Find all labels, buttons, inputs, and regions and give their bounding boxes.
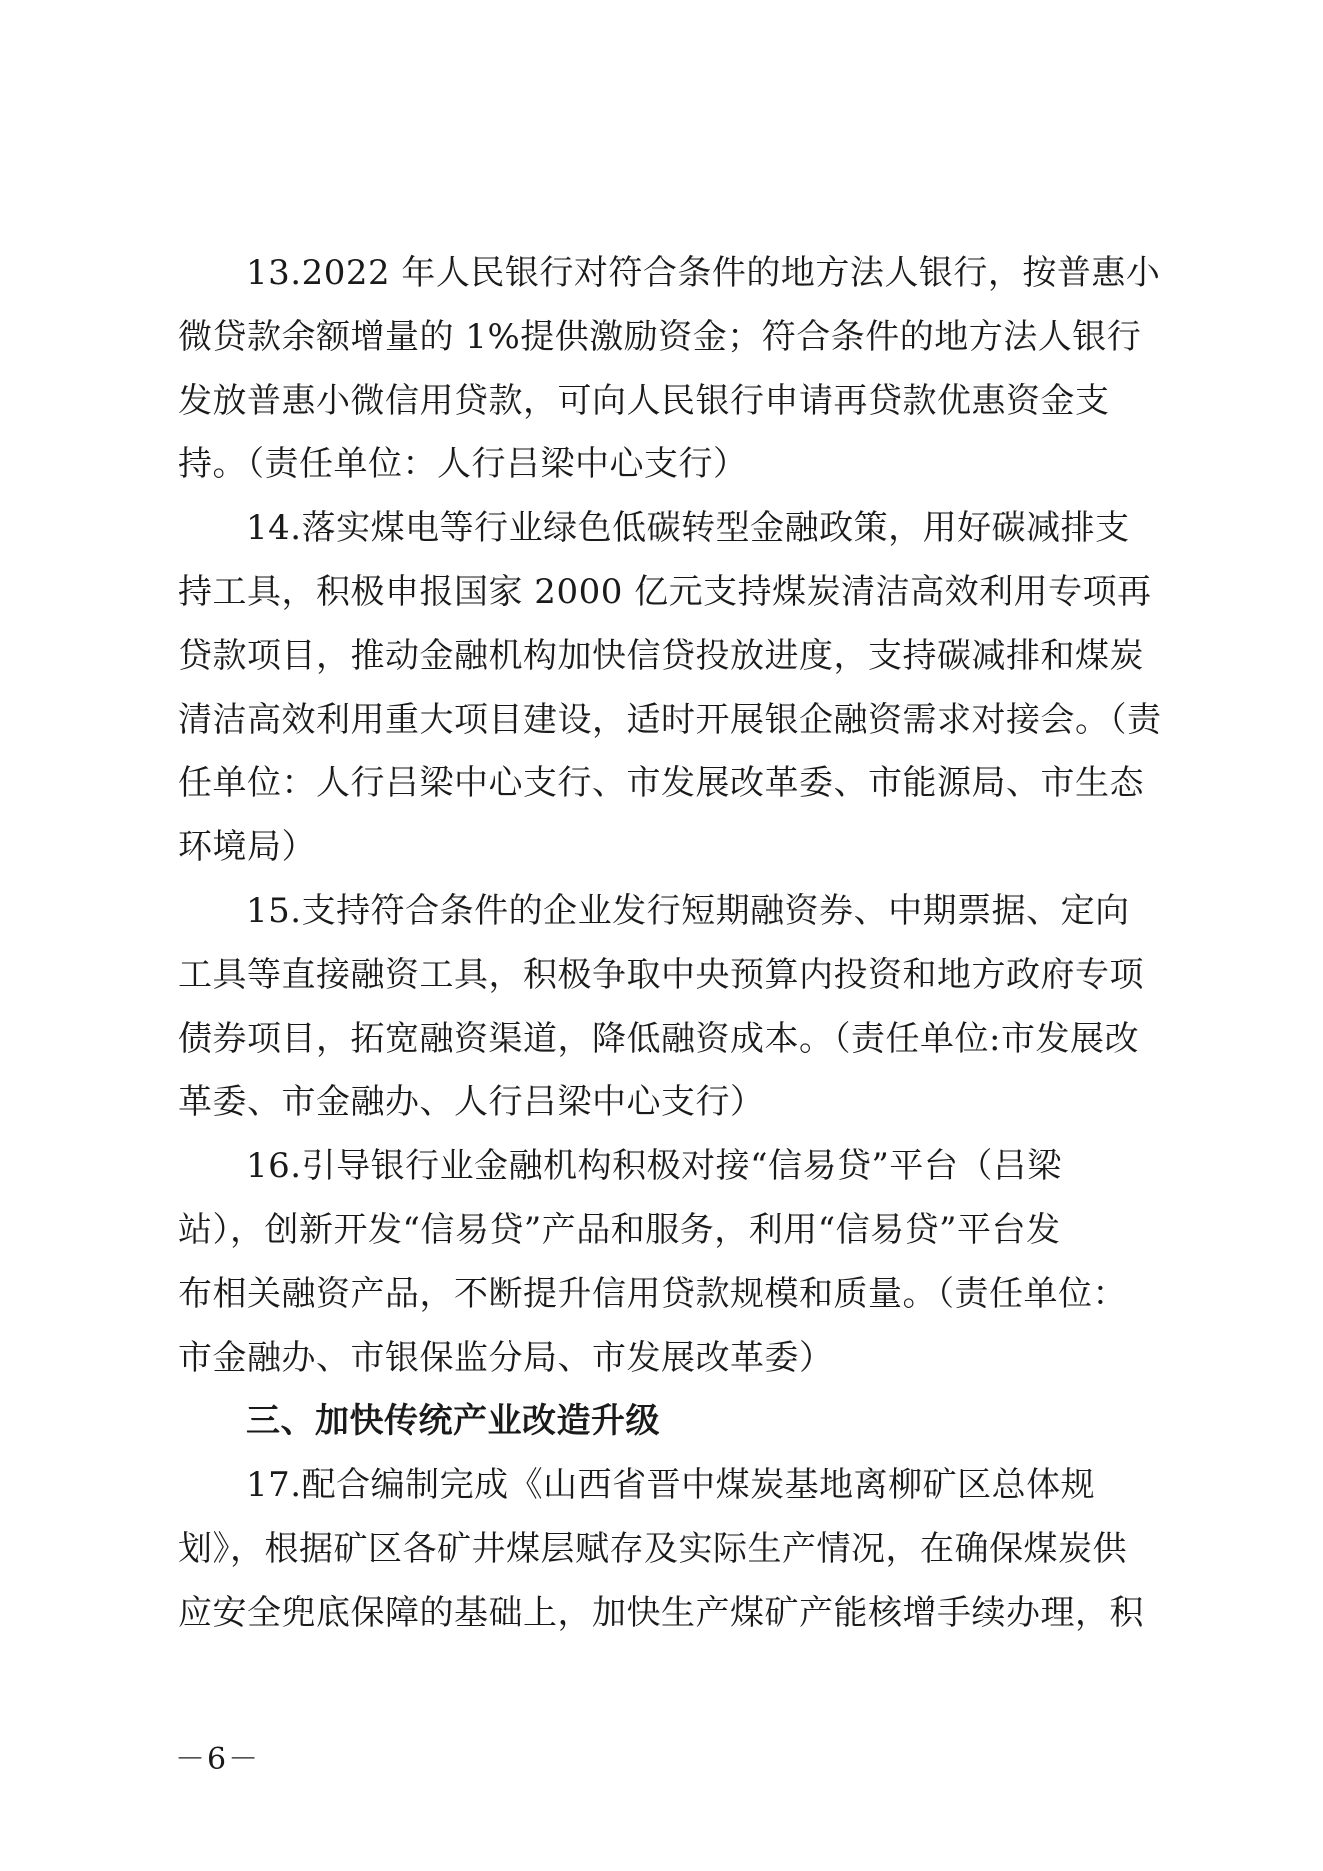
page-number: －6－	[175, 1742, 261, 1777]
text-line: 持。（责任单位：人行吕梁中心支行）	[178, 444, 748, 485]
text-line: 持工具，积极申报国家 2000 亿元支持煤炭清洁高效利用专项再	[178, 571, 1152, 612]
text-line: 债券项目，拓宽融资渠道，降低融资成本。（责任单位:市发展改	[178, 1018, 1139, 1059]
text-line: 任单位：人行吕梁中心支行、市发展改革委、市能源局、市生态	[178, 763, 1144, 804]
text-line: 革委、市金融办、人行吕梁中心支行）	[178, 1082, 765, 1123]
text-line: 发放普惠小微信用贷款，可向人民银行申请再贷款优惠资金支	[178, 380, 1110, 421]
paragraph-item-15	[178, 880, 1166, 1135]
text-line: 市金融办、市银保监分局、市发展改革委）	[178, 1337, 834, 1378]
text-line: 工具等直接融资工具，积极争取中央预算内投资和地方政府专项	[178, 954, 1144, 995]
paragraph-item-13	[178, 242, 1166, 497]
text-line: 16.引导银行业金融机构积极对接“信易贷”平台（吕梁	[246, 1146, 1062, 1187]
text-line: 布相关融资产品，不断提升信用贷款规模和质量。（责任单位：	[178, 1273, 1127, 1314]
paragraph-item-14	[178, 497, 1166, 880]
text-line: 贷款项目，推动金融机构加快信贷投放进度，支持碳减排和煤炭	[178, 635, 1144, 676]
section-heading-text: 三、加快传统产业改造升级	[246, 1401, 660, 1442]
text-line: 13.2022 年人民银行对符合条件的地方法人银行，按普惠小	[246, 253, 1161, 293]
text-line: 17.配合编制完成《山西省晋中煤炭基地离柳矿区总体规	[246, 1465, 1096, 1506]
document-body	[178, 242, 1166, 1646]
text-line: 微贷款余额增量的 1%提供激励资金；符合条件的地方法人银行	[178, 316, 1142, 357]
text-line: 划》，根据矿区各矿井煤层赋存及实际生产情况，在确保煤炭供	[178, 1528, 1127, 1569]
paragraph-item-16	[178, 1135, 1166, 1390]
text-line: 14.落实煤电等行业绿色低碳转型金融政策，用好碳减排支	[246, 508, 1130, 549]
paragraph-item-17	[178, 1454, 1166, 1645]
text-line: 清洁高效利用重大项目建设，适时开展银企融资需求对接会。（责	[178, 699, 1162, 740]
text-line: 应安全兜底保障的基础上，加快生产煤矿产能核增手续办理，积	[178, 1592, 1144, 1633]
text-line: 环境局）	[178, 827, 316, 868]
section-heading	[178, 1390, 1166, 1454]
text-line: 15.支持符合条件的企业发行短期融资券、中期票据、定向	[246, 890, 1130, 931]
text-line: 站），创新开发“信易贷”产品和服务，利用“信易贷”平台发	[178, 1209, 1061, 1250]
